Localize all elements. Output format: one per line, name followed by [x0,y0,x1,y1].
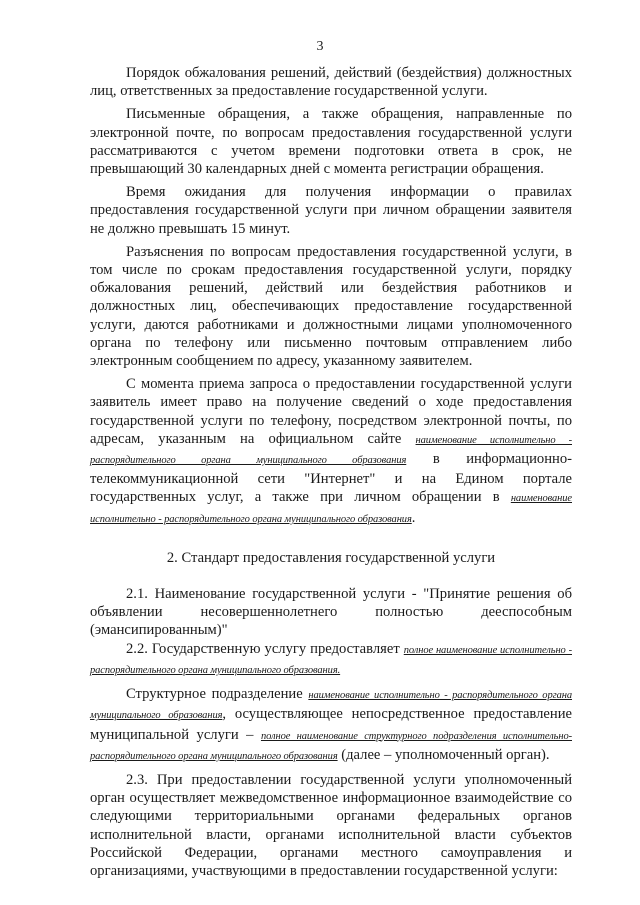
paragraph-2-1: 2.1. Наименование государственной услуги - "Принятие решения об объявлении несовершеннолетнего полностью дееспособным (эмансипированным)" [90,586,572,639]
paragraph-2-3: 2.3. При предоставлении государственной услуги уполномоченный орган осуществляет межведомственное информационное взаимодействие со следующими территориальными органами федеральных органов исполнительной власти, органами исполнительной власти субъектов Российской Федерации, органами местного самоуправления и организациями, участвующими в предоставлении государственной услуги: [90,771,572,879]
unit-text-b: , осуществляющее непосредственное предоставление муниципальной услуги – [90,706,572,743]
status-info-text-b: в информационно-телекоммуникационной сети "Интернет" и на Едином портале государственных услуг, а также при личном обращении в [90,451,572,506]
s22-text: 2.2. Государственную услугу предоставляет [126,640,400,657]
unit-text-c: (далее – уполномоченный орган). [341,746,550,763]
placeholder-authority-name-3: наименование исполнительно - распорядительного органа муниципального образования [90,690,573,722]
section-heading: 2. Стандарт предоставления государственной услуги [166,549,496,566]
placeholder-authority-name-2: наименование исполнительно - распорядительного органа муниципального образования [90,493,572,525]
paragraph-written-appeals: Письменные обращения, а также обращения, направленные по электронной почте, по вопросам предоставления государственной услуги рассматриваются с учетом времени подготовки ответа в срок, не превышающий 30 календарных дней с момента регистрации обращения. [90,106,572,178]
paragraph-status-info [90,375,572,529]
paragraph-2-2 [90,640,572,680]
document-body [90,64,572,880]
placeholder-structural-unit-name: полное наименование структурного подразделения исполнительно-распорядительного органа муниципального образования [90,730,572,762]
placeholder-authority-name: наименование исполнительно - распорядительного органа муниципального образования [90,434,572,467]
paragraph-explanations: Разъяснения по вопросам предоставления государственной услуги, в том числе по срокам предоставления государственной услуги, порядку обжалования решений, действий или бездействия работников и должностных лиц, обеспечивающих предоставление государственной услуги, даются работниками и должностными лицами уполномоченного органа по телефону или письменно почтовым отправлением либо электронным сообщением по адресу, указанному заявителем. [90,243,572,370]
page-number: 3 [316,39,324,54]
status-info-text-a: С момента приема запроса о предоставлении государственной услуги заявитель имеет право на получение сведений о ходе предоставления государственной услуги по телефону, посредством электронной почты, по адресам, указанным на официальном сайте [90,376,572,447]
paragraph-appeal-procedure: Порядок обжалования решений, действий (бездействия) должностных лиц, ответственных за предоставление государственной услуги. [90,65,572,100]
unit-text-a: Структурное подразделение [126,686,303,703]
placeholder-full-authority-name: полное наименование исполнительно - распорядительного органа муниципального образования. [90,644,572,676]
paragraph-structural-unit [90,685,572,766]
paragraph-waiting-time: Время ожидания для получения информации о правилах предоставления государственной услуги при личном обращении заявителя не должно превышать 15 минут. [90,184,572,237]
status-info-text-c: . [411,509,416,526]
